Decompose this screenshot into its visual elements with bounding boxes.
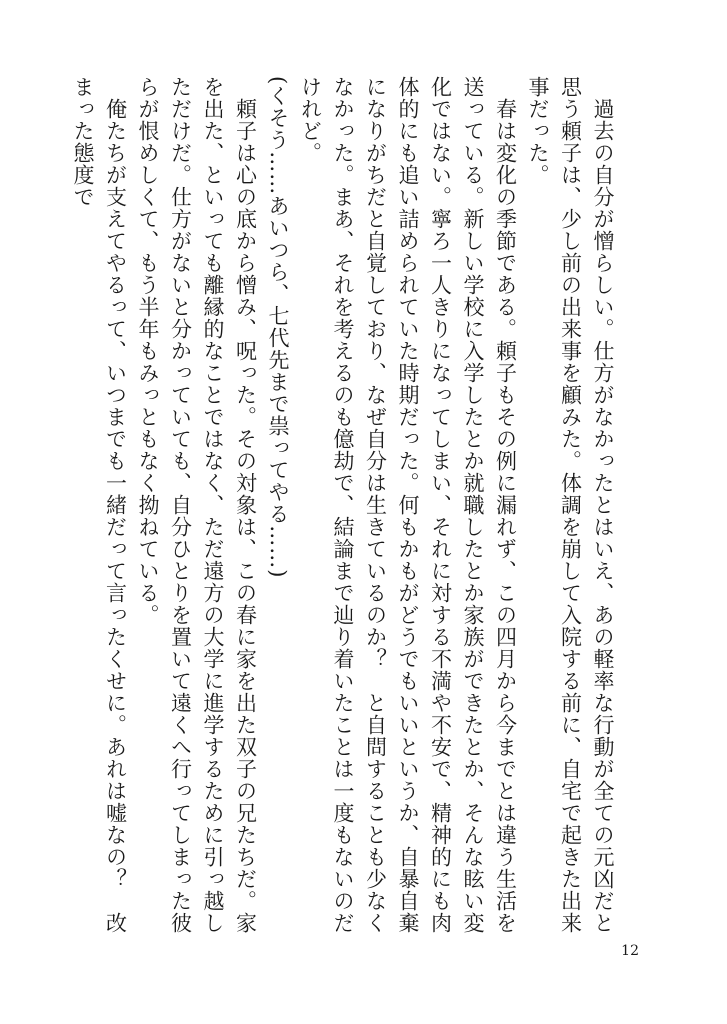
- paragraph-5: 俺たちが支えてやるって、いつまでも一緒だって言ったくせに。あれは嘘なの？ 改まった態度で: [71, 76, 128, 934]
- page-number: 12: [621, 943, 639, 959]
- paragraph-1: 過去の自分が憎らしい。仕方がなかったとはいえ、あの軽率な行動が全ての元凶だと思う頼子は、少し前の出来事を顧みた。体調を崩して入院する前に、自宅で起きた出来事だった。: [526, 76, 615, 934]
- paragraph-3: (くそう……あいつら、七代先まで祟ってやる……): [266, 76, 290, 579]
- paragraph-2: 春は変化の季節である。頼子もその例に漏れず、この四月から今までとは違う生活を送っている。新しい学校に入学したとか就職したとか家族ができたとか、そんな眩い変化ではない。寧ろ一人きりになってしまい、それに対する不満や不安で、精神的にも肉体的にも追い詰められていた時期だった。何もかもがどうでもいいというか、自暴自棄になりがちだと自覚しており、なぜ自分は生きているのか？ と自問することも少なくなかった。まあ、それを考えるのも億劫で、結論まで辿り着いたことは一度もないのだけれど。: [298, 76, 518, 934]
- paragraph-4: 頼子は心の底から憎み、呪った。その対象は、この春に家を出た双子の兄たちだ。家を出た、といっても離縁的なことではなく、ただ遠方の大学に進学するために引っ越しただけだ。仕方がないと分かっていても、自分ひとりを置いて遠くへ行ってしまった彼らが恨めしくて、もう半年もみっともなく拗ねている。: [136, 76, 258, 934]
- vertical-text-body: [71, 76, 619, 946]
